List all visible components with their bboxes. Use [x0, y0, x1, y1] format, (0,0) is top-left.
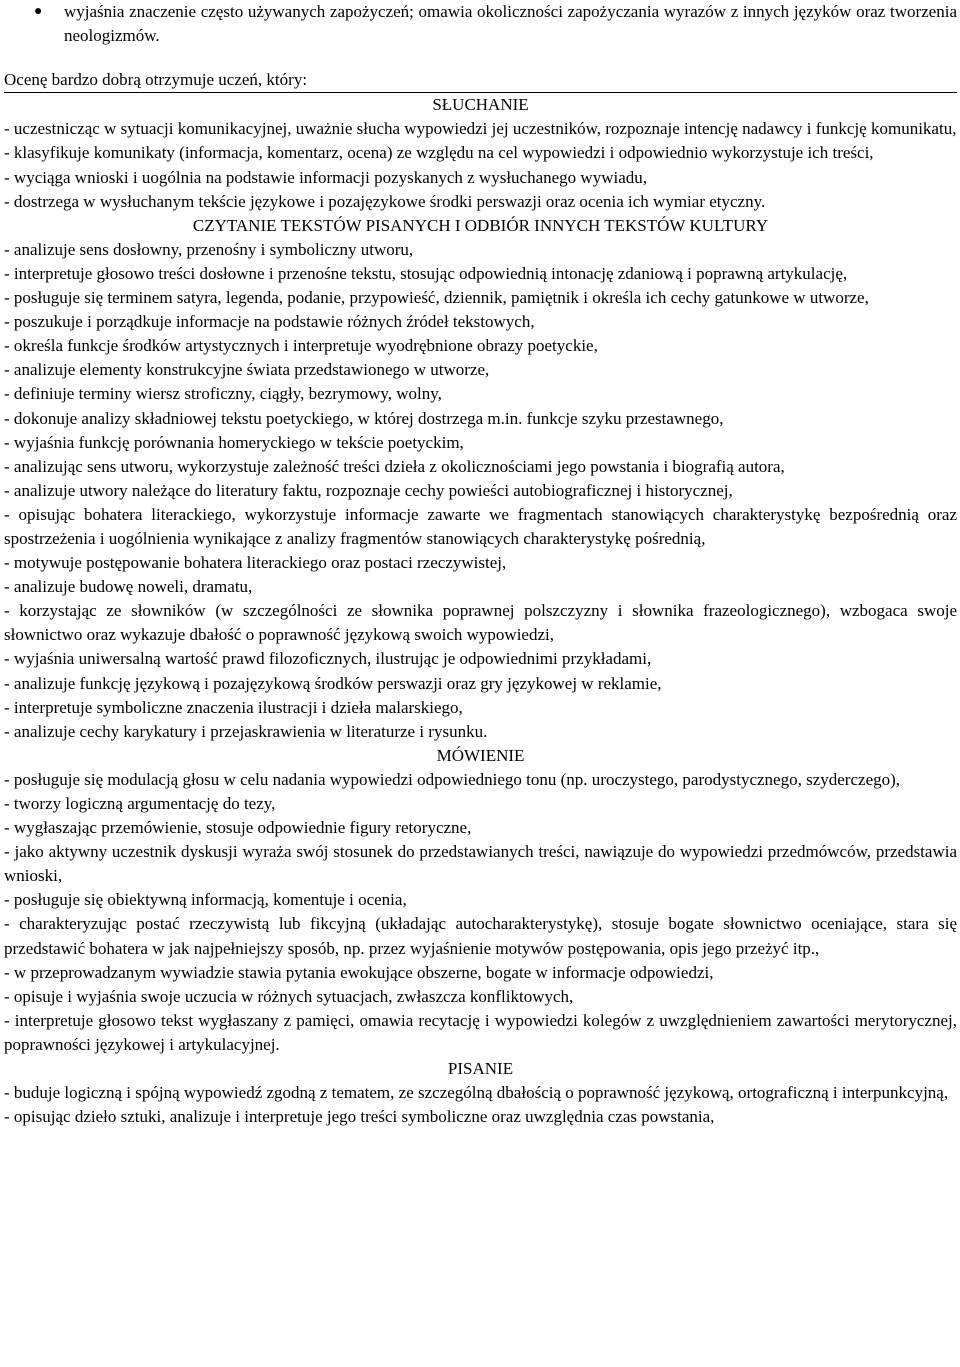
criteria-item: - wyjaśnia uniwersalną wartość prawd filozoficznych, ilustrując je odpowiednimi przykładami,: [4, 649, 652, 669]
criteria-item: - analizuje budowę noweli, dramatu,: [4, 577, 253, 597]
criteria-item: - posługuje się terminem satyra, legenda, podanie, przypowieść, dziennik, pamiętnik i określa ich cechy gatunkowe w utworze,: [4, 288, 869, 308]
criteria-item: - wyjaśnia funkcję porównania homeryckiego w tekście poetyckim,: [4, 432, 464, 452]
criteria-item: - opisując dzieło sztuki, analizuje i interpretuje jego treści symboliczne oraz uwzględnia czas powstania,: [4, 1107, 715, 1127]
criteria-item: - tworzy logiczną argumentację do tezy,: [4, 794, 276, 813]
criteria-item: - opisując bohatera literackiego, wykorzystuje informacje zawarte we fragmentach stanowiących charakterystykę bezpośrednią oraz spostrzeżenia i uogólnienia wynikające z analizy fragmentów stanowiących charakterystykę pośrednią,: [4, 504, 957, 548]
criteria-item: - jako aktywny uczestnik dyskusji wyraża swój stosunek do przedstawianych treści, nawiązuje do wypowiedzi przedmówców, przedstawia wnioski,: [4, 842, 957, 886]
list-item: [34, 0, 957, 48]
criteria-item: - w przeprowadzanym wywiadzie stawia pytania ewokujące obszerne, bogate w informacje odpowiedzi,: [4, 962, 714, 982]
section-heading: PISANIE: [447, 1059, 514, 1079]
criteria-item: - klasyfikuje komunikaty (informacja, komentarz, ocena) ze względu na cel wypowiedzi i odpowiednio wykorzystuje ich treści,: [4, 143, 874, 163]
criteria-item: - wyciąga wnioski i uogólnia na podstawie informacji pozyskanych z wysłuchanego wywiadu,: [4, 167, 648, 187]
criteria-item: - interpretuje symboliczne znaczenia ilustracji i dzieła malarskiego,: [4, 697, 463, 717]
criteria-item: - analizuje sens dosłowny, przenośny i symboliczny utworu,: [4, 239, 414, 259]
criteria-item: - dostrzega w wysłuchanym tekście językowe i pozajęzykowe środki perswazji oraz ocenia ich wymiar etyczny.: [4, 191, 766, 211]
criteria-item: - analizuje utwory należące do literatury faktu, rozpoznaje cechy powieści autobiograficznej i historycznej,: [4, 480, 733, 500]
section-heading: CZYTANIE TEKSTÓW PISANYCH I ODBIÓR INNYCH TEKSTÓW KULTURY: [192, 215, 769, 235]
sections-container: [4, 93, 957, 1129]
criteria-item: - posługuje się obiektywną informacją, komentuje i ocenia,: [4, 890, 407, 910]
criteria-item: - korzystając ze słowników (w szczególności ze słownika poprawnej polszczyzny i słownika frazeologicznego), wzbogaca swoje słownictwo oraz wykazuje dbałość o poprawność językową swoich wypowiedzi,: [4, 601, 957, 645]
criteria-item: - motywuje postępowanie bohatera literackiego oraz postaci rzeczywistej,: [4, 553, 507, 573]
intro-text: Ocenę bardzo dobrą otrzymuje uczeń, który:: [4, 68, 957, 93]
criteria-item: - analizuje cechy karykatury i przejaskrawienia w literaturze i rysunku.: [4, 721, 488, 741]
section-heading: SŁUCHANIE: [432, 95, 529, 115]
criteria-item: - posługuje się modulacją głosu w celu nadania wypowiedzi odpowiedniego tonu (np. uroczystego, parodystycznego, szyderczego),: [4, 769, 901, 789]
criteria-item: - określa funkcje środków artystycznych i interpretuje wyodrębnione obrazy poetyckie,: [4, 336, 598, 356]
bullet-list: [4, 0, 957, 48]
criteria-item: - interpretuje głosowo treści dosłowne i przenośne tekstu, stosując odpowiednią intonację zdaniową i poprawną artykulację,: [4, 263, 848, 283]
section-heading: MÓWIENIE: [436, 745, 525, 765]
criteria-item: - buduje logiczną i spójną wypowiedź zgodną z tematem, ze szczególną dbałością o poprawność językową, ortograficzną i interpunkcyjną,: [4, 1083, 949, 1103]
criteria-item: - poszukuje i porządkuje informacje na podstawie różnych źródeł tekstowych,: [4, 312, 535, 332]
criteria-item: - charakteryzując postać rzeczywistą lub fikcyjną (układając autocharakterystykę), stosuje bogate słownictwo oceniające, stara się przedstawić bohatera w jak najpełniejszy sposób, np. przez wyjaśnienie motywów postępowania, opis jego przeżyć itp.,: [4, 914, 957, 958]
criteria-item: - analizując sens utworu, wykorzystuje zależność treści dzieła z okolicznościami jego powstania i biografią autora,: [4, 456, 785, 476]
criteria-item: - interpretuje głosowo tekst wygłaszany z pamięci, omawia recytację i wypowiedzi kolegów z uwzględnieniem zawartości merytorycznej, poprawności językowej i artykulacyjnej.: [4, 1010, 957, 1054]
criteria-item: - uczestnicząc w sytuacji komunikacyjnej, uważnie słucha wypowiedzi jej uczestników, rozpoznaje intencję nadawcy i funkcję komunikatu,: [4, 119, 957, 139]
bullet-icon: ●: [34, 4, 43, 19]
bullet-text: wyjaśnia znaczenie często używanych zapożyczeń; omawia okoliczności zapożyczania wyrazów z innych języków oraz tworzenia neologizmów.: [64, 2, 957, 46]
criteria-item: - analizuje funkcję językową i pozajęzykową środków perswazji oraz gry językowej w reklamie,: [4, 673, 662, 693]
criteria-item: - dokonuje analizy składniowej tekstu poetyckiego, w której dostrzega m.in. funkcje szyku przestawnego,: [4, 408, 724, 428]
criteria-item: - opisuje i wyjaśnia swoje uczucia w różnych sytuacjach, zwłaszcza konfliktowych,: [4, 986, 574, 1006]
criteria-item: - definiuje terminy wiersz stroficzny, ciągły, bezrymowy, wolny,: [4, 384, 442, 404]
criteria-item: - wygłaszając przemówienie, stosuje odpowiednie figury retoryczne,: [4, 818, 472, 838]
criteria-item: - analizuje elementy konstrukcyjne świata przedstawionego w utworze,: [4, 360, 490, 380]
